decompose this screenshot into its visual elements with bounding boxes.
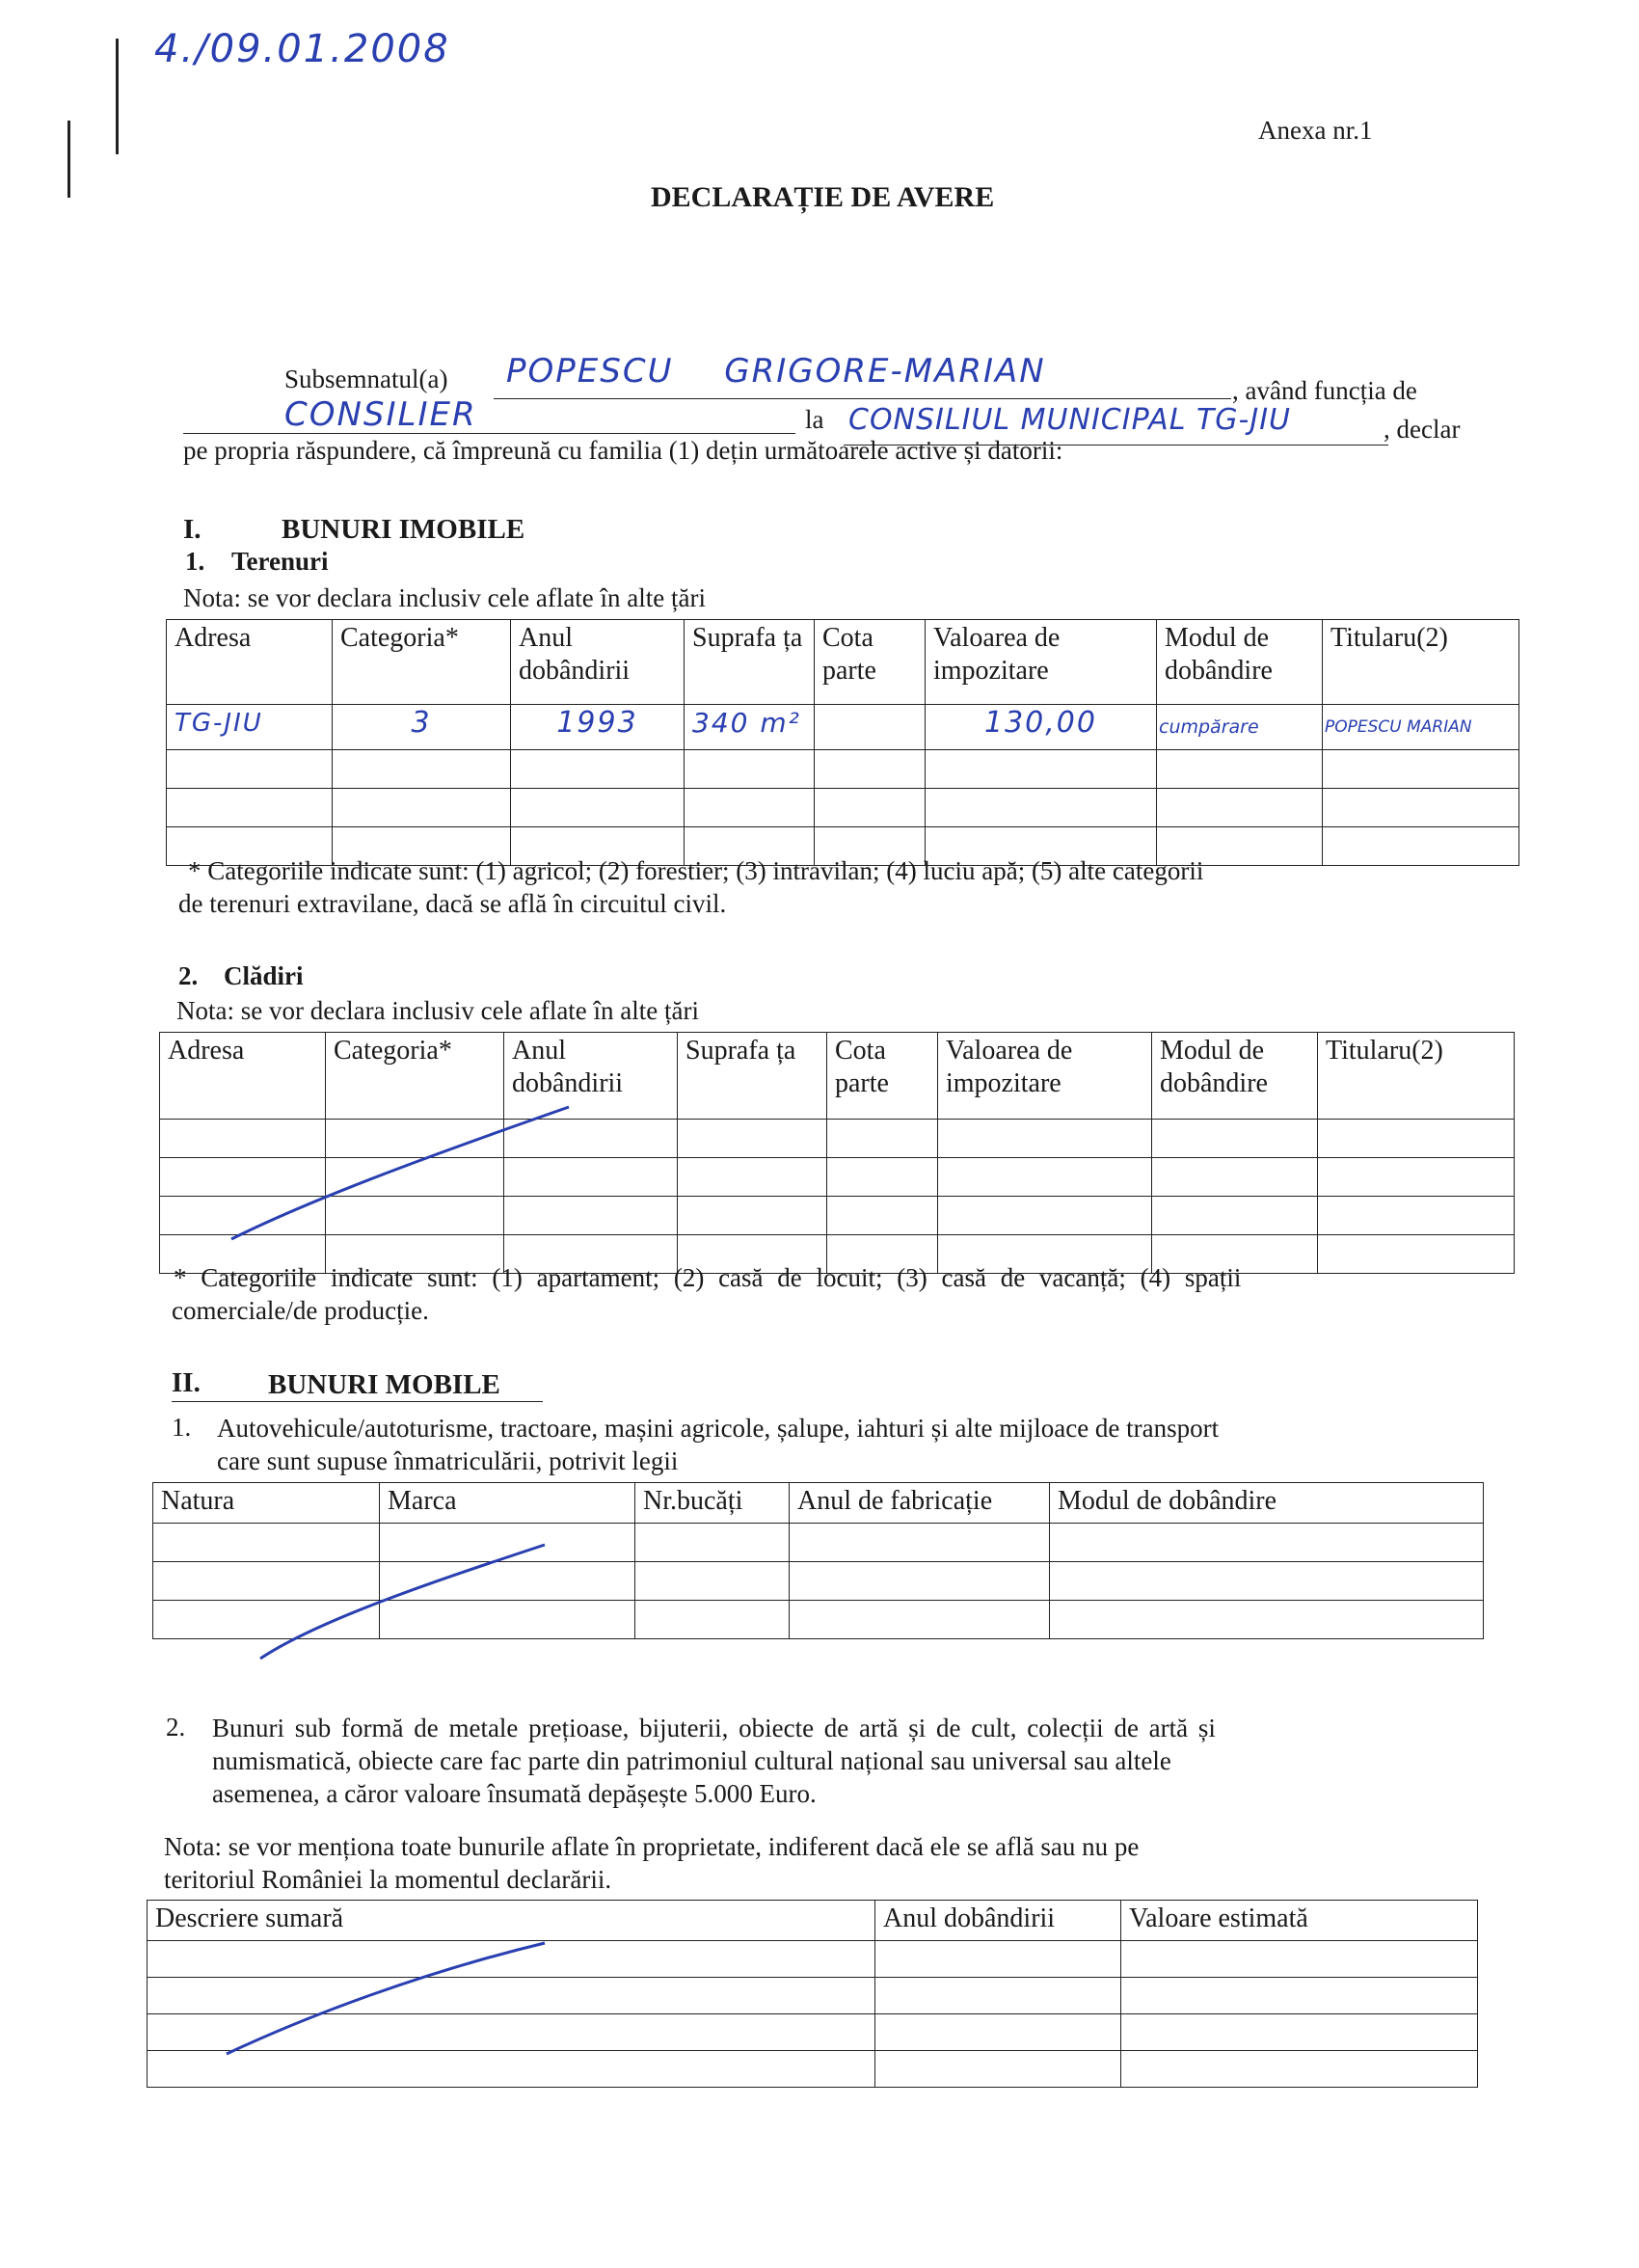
cladiri-strike-line [231, 1107, 569, 1239]
vehicule-strike-line [260, 1545, 545, 1659]
th-valoarea: Valoarea de impozitare [938, 1033, 1152, 1120]
section1-sub2-number: 2. [178, 961, 199, 990]
th-modul-dobandire: Modul de dobândire [1050, 1483, 1484, 1524]
section1-sub1-number: 1. [185, 547, 205, 576]
institution-value: CONSILIUL MUNICIPAL TG-JIU [848, 403, 1292, 437]
section2-sub2-line1: Bunuri sub formă de metale prețioase, bijuterii, obiecte de artă și de cult, colecții de artă și [212, 1714, 1216, 1742]
th-valoare-estimata: Valoare estimată [1121, 1901, 1478, 1941]
section2-title: BUNURI MOBILE [268, 1369, 500, 1400]
th-anul: Anul dobândirii [511, 620, 685, 705]
section1-sub1-title: Terenuri [231, 547, 329, 576]
cell-adresa: TG-JIU [167, 705, 333, 750]
avand-functia-label: , având funcția de [1232, 376, 1417, 405]
th-titular: Titularu(2) [1323, 620, 1519, 705]
page-title: DECLARAȚIE DE AVERE [651, 181, 995, 213]
th-anul-dobandirii: Anul dobândirii [875, 1901, 1121, 1941]
section1-sub1-note: Nota: se vor declara inclusiv cele aflate în alte țări [183, 583, 706, 612]
annex-number: Anexa nr.1 [1258, 116, 1373, 145]
th-cota: Cota parte [815, 620, 926, 705]
section1-title: BUNURI IMOBILE [282, 514, 525, 545]
section2-roman: II. [172, 1367, 201, 1398]
section2-sub1-number: 1. [172, 1413, 192, 1442]
th-anul: Anul dobândirii [504, 1033, 678, 1120]
cladiri-footnote-2: comerciale/de producție. [172, 1296, 429, 1325]
th-modul: Modul de dobândire [1152, 1033, 1318, 1120]
la-label: la [805, 405, 824, 434]
cell-categoria: 3 [333, 705, 511, 750]
bunuri-strike-line [227, 1943, 545, 2054]
declarant-name: POPESCU GRIGORE-MARIAN [506, 352, 1046, 391]
subsemnatul-label: Subsemnatul(a) [284, 364, 448, 393]
cell-suprafata: 340 m² [685, 705, 815, 750]
th-nr-bucati: Nr.bucăți [635, 1483, 790, 1524]
section2-sub1-line2: care sunt supuse înmatriculării, potrivit legii [217, 1446, 679, 1475]
th-valoarea: Valoarea de impozitare [926, 620, 1157, 705]
cell-modul: cumpărare [1157, 705, 1323, 750]
th-marca: Marca [380, 1483, 635, 1524]
cladiri-footnote-1: * Categoriile indicate sunt: (1) apartament; (2) casă de locuit; (3) casă de vacanță; (4) spații [174, 1263, 1242, 1292]
section2-sub1-line1: Autovehicule/autoturisme, tractoare, mașini agricole, șalupe, iahturi și alte mijloace de transport [217, 1414, 1220, 1443]
th-titular: Titularu(2) [1318, 1033, 1515, 1120]
intro-line-3: pe propria răspundere, că împreună cu familia (1) dețin următoarele active și datorii: [183, 436, 1063, 465]
cell-valoarea: 130,00 [926, 705, 1157, 750]
th-descriere: Descriere sumară [148, 1901, 875, 1941]
cell-titular: POPESCU MARIAN [1323, 705, 1519, 750]
th-categoria: Categoria* [333, 620, 511, 705]
terenuri-footnote-2: de terenuri extravilane, dacă se află în circuitul civil. [178, 889, 727, 918]
cell-anul: 1993 [511, 705, 685, 750]
section2-sub2-number: 2. [166, 1713, 186, 1742]
th-natura: Natura [153, 1483, 380, 1524]
section2-sub2-note2: teritoriul României la momentul declarării. [164, 1865, 612, 1894]
section2-sub2-line3: asemenea, a căror valoare însumată depășește 5.000 Euro. [212, 1779, 817, 1808]
th-cota: Cota parte [827, 1033, 938, 1120]
declar-label: , declar [1384, 415, 1461, 444]
th-modul: Modul de dobândire [1157, 620, 1323, 705]
th-anul-fabricatie: Anul de fabricație [790, 1483, 1050, 1524]
th-suprafata: Suprafa ța [678, 1033, 827, 1120]
section1-roman: I. [183, 514, 202, 545]
handwritten-date: 4./09.01.2008 [154, 27, 450, 71]
th-adresa: Adresa [167, 620, 333, 705]
section2-sub2-line2: numismatică, obiecte care fac parte din patrimoniul cultural național sau universal sau altele [212, 1746, 1171, 1775]
section1-sub2-note: Nota: se vor declara inclusiv cele aflate în alte țări [176, 996, 699, 1025]
th-categoria: Categoria* [326, 1033, 504, 1120]
terenuri-footnote-1: * Categoriile indicate sunt: (1) agricol; (2) forestier; (3) intravilan; (4) luciu apă; (5) alte categorii [188, 856, 1204, 885]
th-adresa: Adresa [160, 1033, 326, 1120]
th-suprafata: Suprafa ța [685, 620, 815, 705]
function-value: CONSILIER [284, 395, 477, 434]
section2-sub2-note1: Nota: se vor menționa toate bunurile aflate în proprietate, indiferent dacă ele se află sau nu pe [164, 1832, 1140, 1861]
section1-sub2-title: Clădiri [224, 961, 304, 990]
